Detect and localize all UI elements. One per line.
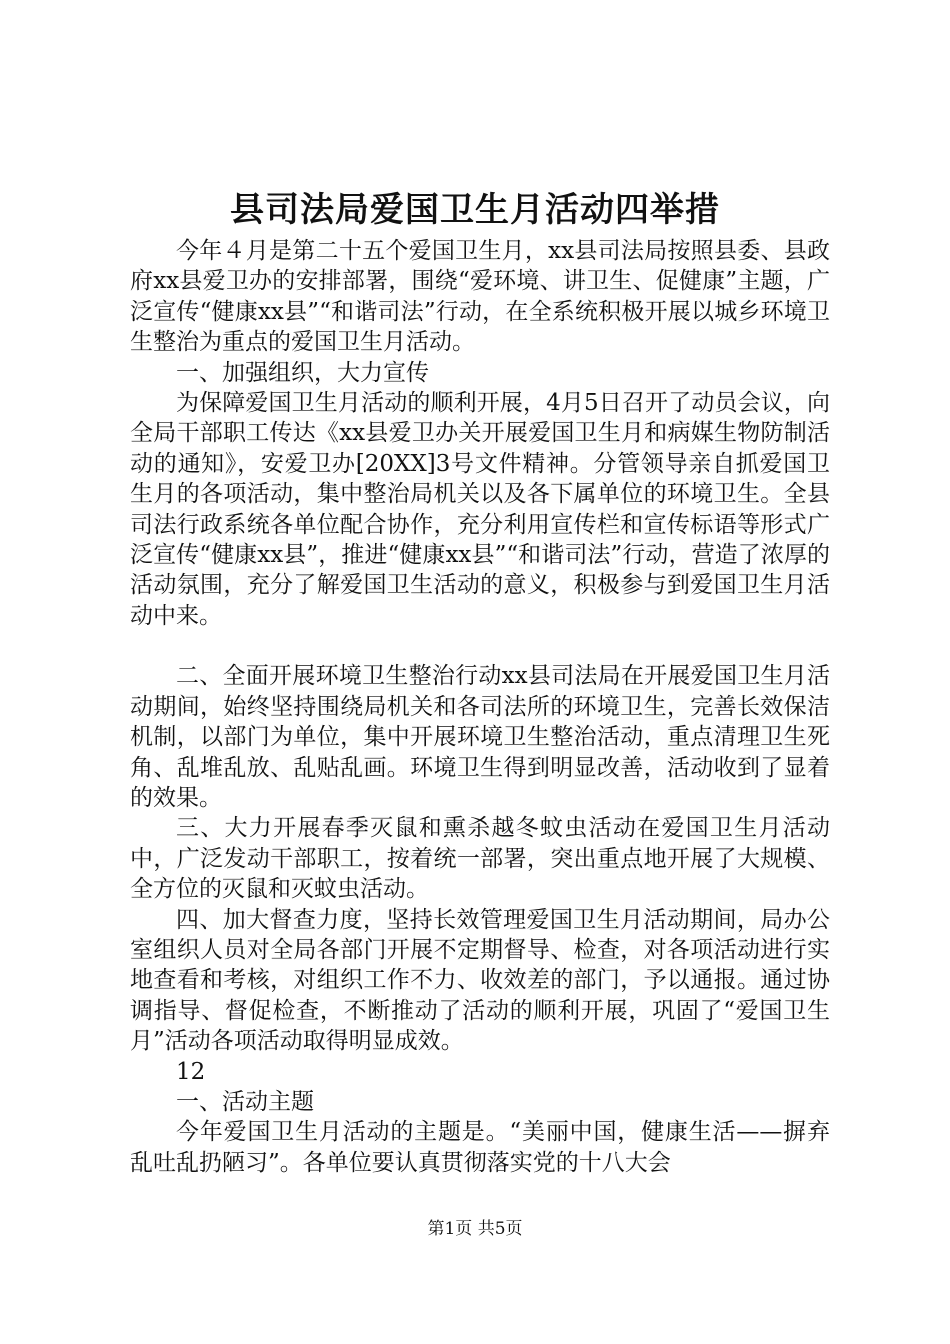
section-heading-theme: 一、活动主题: [176, 1088, 314, 1115]
paragraph-number: 12: [176, 1058, 206, 1085]
paragraph-section-3: 三、大力开展春季灭鼠和熏杀越冬蚊虫活动在爱国卫生月活动中，广泛发动干部职工，按着统一部署，突出重点地开展了大规模、全方位的灭鼠和灭蚊虫活动。: [130, 815, 830, 903]
paragraph-section-1: 为保障爱国卫生月活动的顺利开展，4月5日召开了动员会议，向全局干部职工传达《xx县爱卫办关开展爱国卫生月和病媒生物防制活动的通知》，安爱卫办[20XX]3号文件精神。分管领导亲自抓爱国卫生月的各项活动，集中整治局机关以及各下属单位的环境卫生。全县司法行政系统各单位配合协作，充分利用宣传栏和宣传标语等形式广泛宣传“健康xx县”，推进“健康xx县”“和谐司法”行动，营造了浓厚的活动氛围，充分了解爱国卫生活动的意义，积极参与到爱国卫生月活动中来。: [130, 390, 830, 629]
document-title: 县司法局爱国卫生月活动四举措: [230, 190, 720, 230]
paragraph-theme: 今年爱国卫生月活动的主题是。“美丽中国，健康生活——摒弃乱吐乱扔陋习”。各单位要认真贯彻落实党的十八大会: [130, 1119, 830, 1176]
paragraph-intro: 今年４月是第二十五个爱国卫生月，xx县司法局按照县委、县政府xx县爱卫办的安排部署，围绕“爱环境、讲卫生、促健康”主题，广泛宣传“健康xx县”“和谐司法”行动，在全系统积极开展以城乡环境卫生整治为重点的爱国卫生月活动。: [130, 238, 830, 356]
page-number: 第1页 共5页: [427, 1219, 523, 1239]
document-body: [130, 236, 830, 1178]
section-heading-1: 一、加强组织，大力宣传: [176, 359, 429, 386]
paragraph-section-2: 二、全面开展环境卫生整治行动xx县司法局在开展爱国卫生月活动期间，始终坚持围绕局机关和各司法所的环境卫生，完善长效保洁机制，以部门为单位，集中开展环境卫生整治活动，重点清理卫生死角、乱堆乱放、乱贴乱画。环境卫生得到明显改善，活动收到了显着的效果。: [130, 663, 830, 811]
paragraph-section-4: 四、加大督查力度，坚持长效管理爱国卫生月活动期间，局办公室组织人员对全局各部门开展不定期督导、检查，对各项活动进行实地查看和考核，对组织工作不力、收效差的部门，予以通报。通过协调指导、督促检查，不断推动了活动的顺利开展，巩固了“爱国卫生月”活动各项活动取得明显成效。: [130, 906, 830, 1055]
